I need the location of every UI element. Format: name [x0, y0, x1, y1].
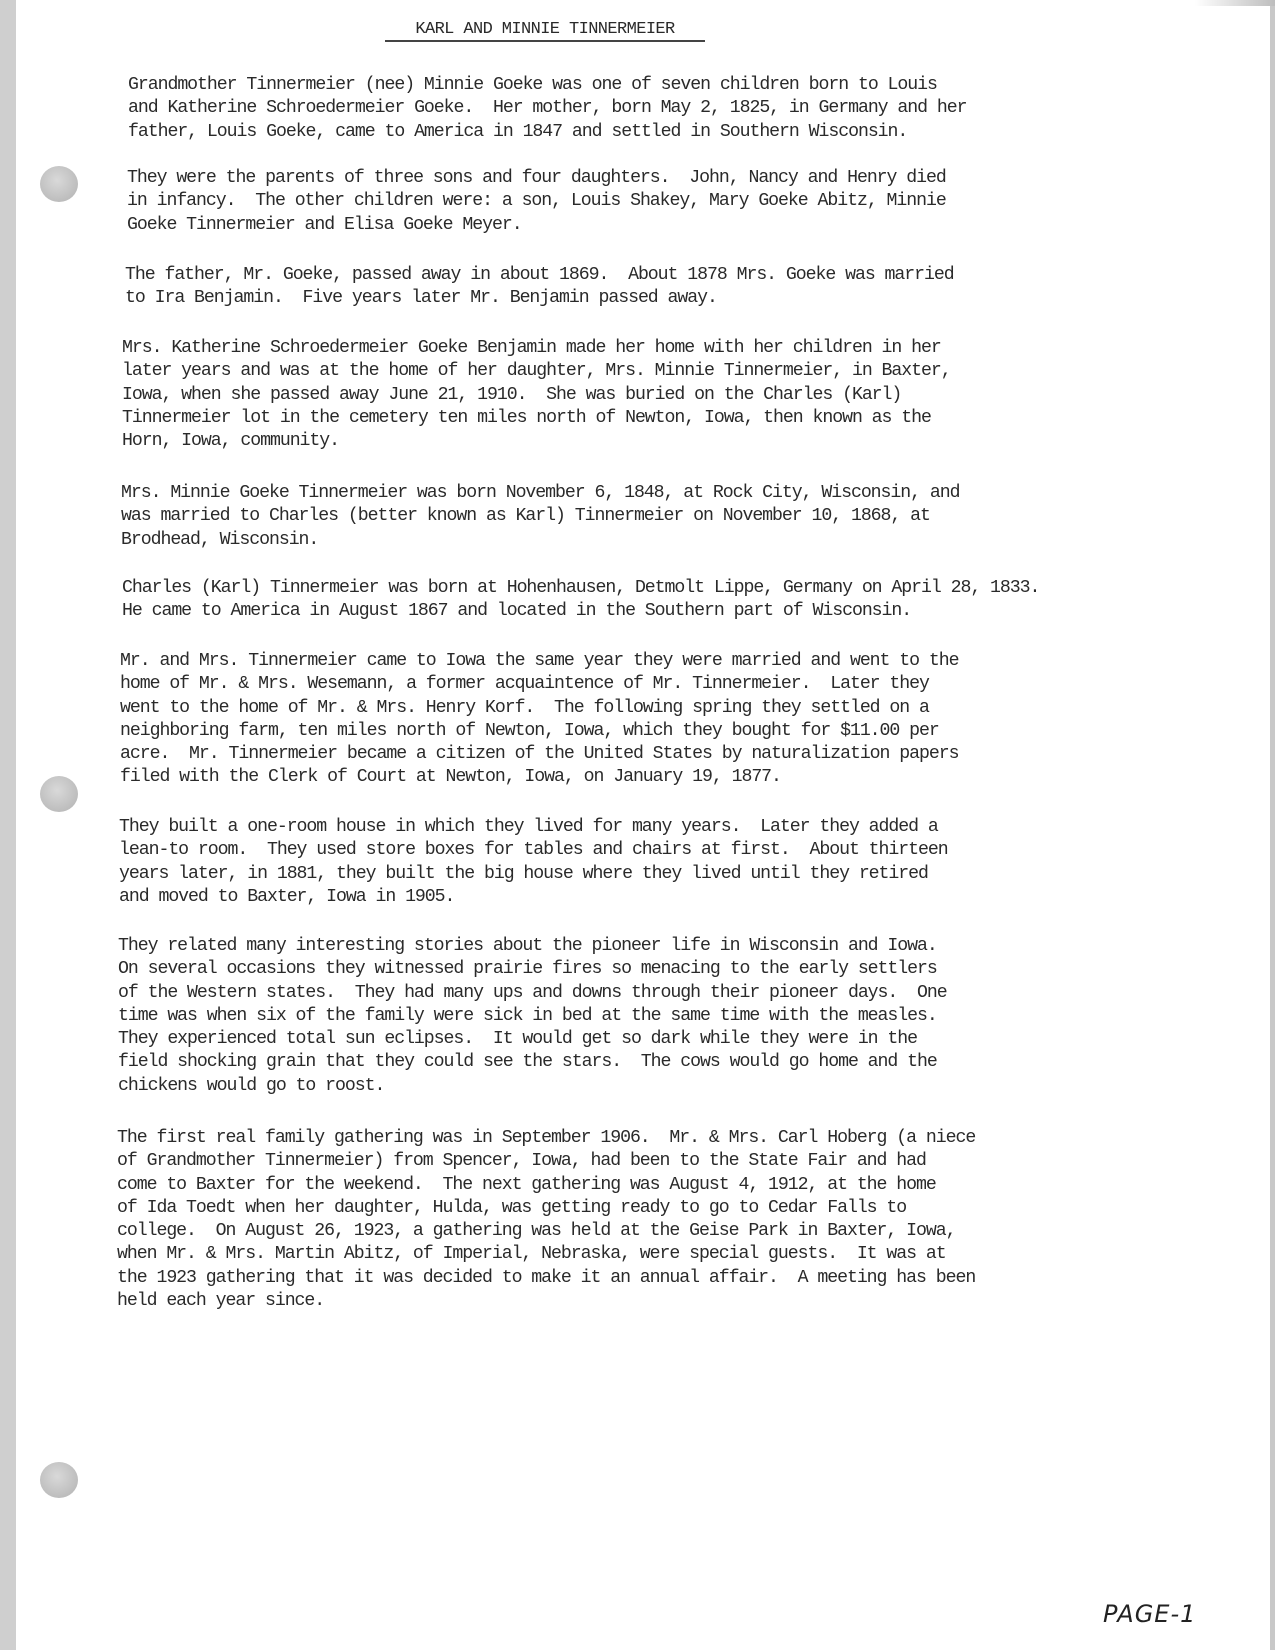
document-title: KARL AND MINNIE TINNERMEIER [385, 20, 705, 42]
scan-left-edge [0, 0, 16, 1650]
punch-hole-bottom [40, 1462, 78, 1498]
punch-hole-middle [40, 776, 78, 812]
paragraph-pioneer-stories: They related many interesting stories about the pioneer life in Wisconsin and Iowa. On several occasions they witnessed prairie fires so menacing to the early settlers of the Western states. They had many ups and downs through their pioneer days. One time was when six of the family were sick in bed at the same time with the measles. They experienced total sun eclipses. It would get so dark while they were in the field shocking grain that they could see the stars. The cows would go home and the chickens would go to roost. [118, 936, 947, 1096]
paragraph-katherine-benjamin: Mrs. Katherine Schroedermeier Goeke Benjamin made her home with her children in her later years and was at the home of her daughter, Mrs. Minnie Tinnermeier, in Baxter, Iowa, when she passed away June 21, 1910. She was buried on the Charles (Karl) Tinnermeier lot in the cemetery ten miles north of Newton, Iowa, then known as the Horn, Iowa, community. [122, 338, 951, 452]
scan-right-edge [1270, 0, 1275, 1650]
punch-hole-top [40, 166, 78, 202]
scan-top-edge-shadow [1195, 0, 1275, 6]
paragraph-minnie-birth: Mrs. Minnie Goeke Tinnermeier was born November 6, 1848, at Rock City, Wisconsin, and was married to Charles (better known as Karl) Tinnermeier on November 10, 1868, at Brodhead, Wisconsin. [121, 483, 960, 550]
paragraph-house: They built a one-room house in which they lived for many years. Later they added a lean-to room. They used store boxes for tables and chairs at first. About thirteen years later, in 1881, they built the big house where they lived until they retired and moved to Baxter, Iowa in 1905. [119, 817, 948, 907]
paragraph-charles-birth: Charles (Karl) Tinnermeier was born at Hohenhausen, Detmolt Lippe, Germany on April 28, 1833. He came to America in August 1867 and located in the Southern part of Wisconsin. [122, 578, 1040, 622]
paragraph-family-origin: Grandmother Tinnermeier (nee) Minnie Goeke was one of seven children born to Louis and Katherine Schroedermeier Goeke. Her mother, born May 2, 1825, in Germany and her father, Louis Goeke, came to America in 1847 and settled in Southern Wisconsin. [128, 75, 967, 142]
paragraph-father-death: The father, Mr. Goeke, passed away in about 1869. About 1878 Mrs. Goeke was married to Ira Benjamin. Five years later Mr. Benjamin passed away. [125, 265, 954, 309]
paragraph-children: They were the parents of three sons and four daughters. John, Nancy and Henry died in infancy. The other children were: a son, Louis Shakey, Mary Goeke Abitz, Minnie Goeke Tinnermeier and Elisa Goeke Meyer. [127, 168, 946, 235]
handwritten-page-number: PAGE-1 [1103, 1600, 1197, 1628]
paragraph-move-to-iowa: Mr. and Mrs. Tinnermeier came to Iowa the same year they were married and went to the home of Mr. & Mrs. Wesemann, a former acquaintence of Mr. Tinnermeier. Later they went to the home of Mr. & Mrs. Henry Korf. The following spring they settled on a neighboring farm, ten miles north of Newton, Iowa, which they bought for $11.00 per acre. Mr. Tinnermeier became a citizen of the United States by naturalization papers filed with the Clerk of Court at Newton, Iowa, on January 19, 1877. [120, 651, 959, 788]
paragraph-family-gatherings: The first real family gathering was in September 1906. Mr. & Mrs. Carl Hoberg (a niece of Grandmother Tinnermeier) from Spencer, Iowa, had been to the State Fair and had come to Baxter for the weekend. The next gathering was August 4, 1912, at the home of Ida Toedt when her daughter, Hulda, was getting ready to go to Cedar Falls to college. On August 26, 1923, a gathering was held at the Geise Park in Baxter, Iowa, when Mr. & Mrs. Martin Abitz, of Imperial, Nebraska, were special guests. It was at the 1923 gathering that it was decided to make it an annual affair. A meeting has been held each year since. [117, 1128, 976, 1312]
